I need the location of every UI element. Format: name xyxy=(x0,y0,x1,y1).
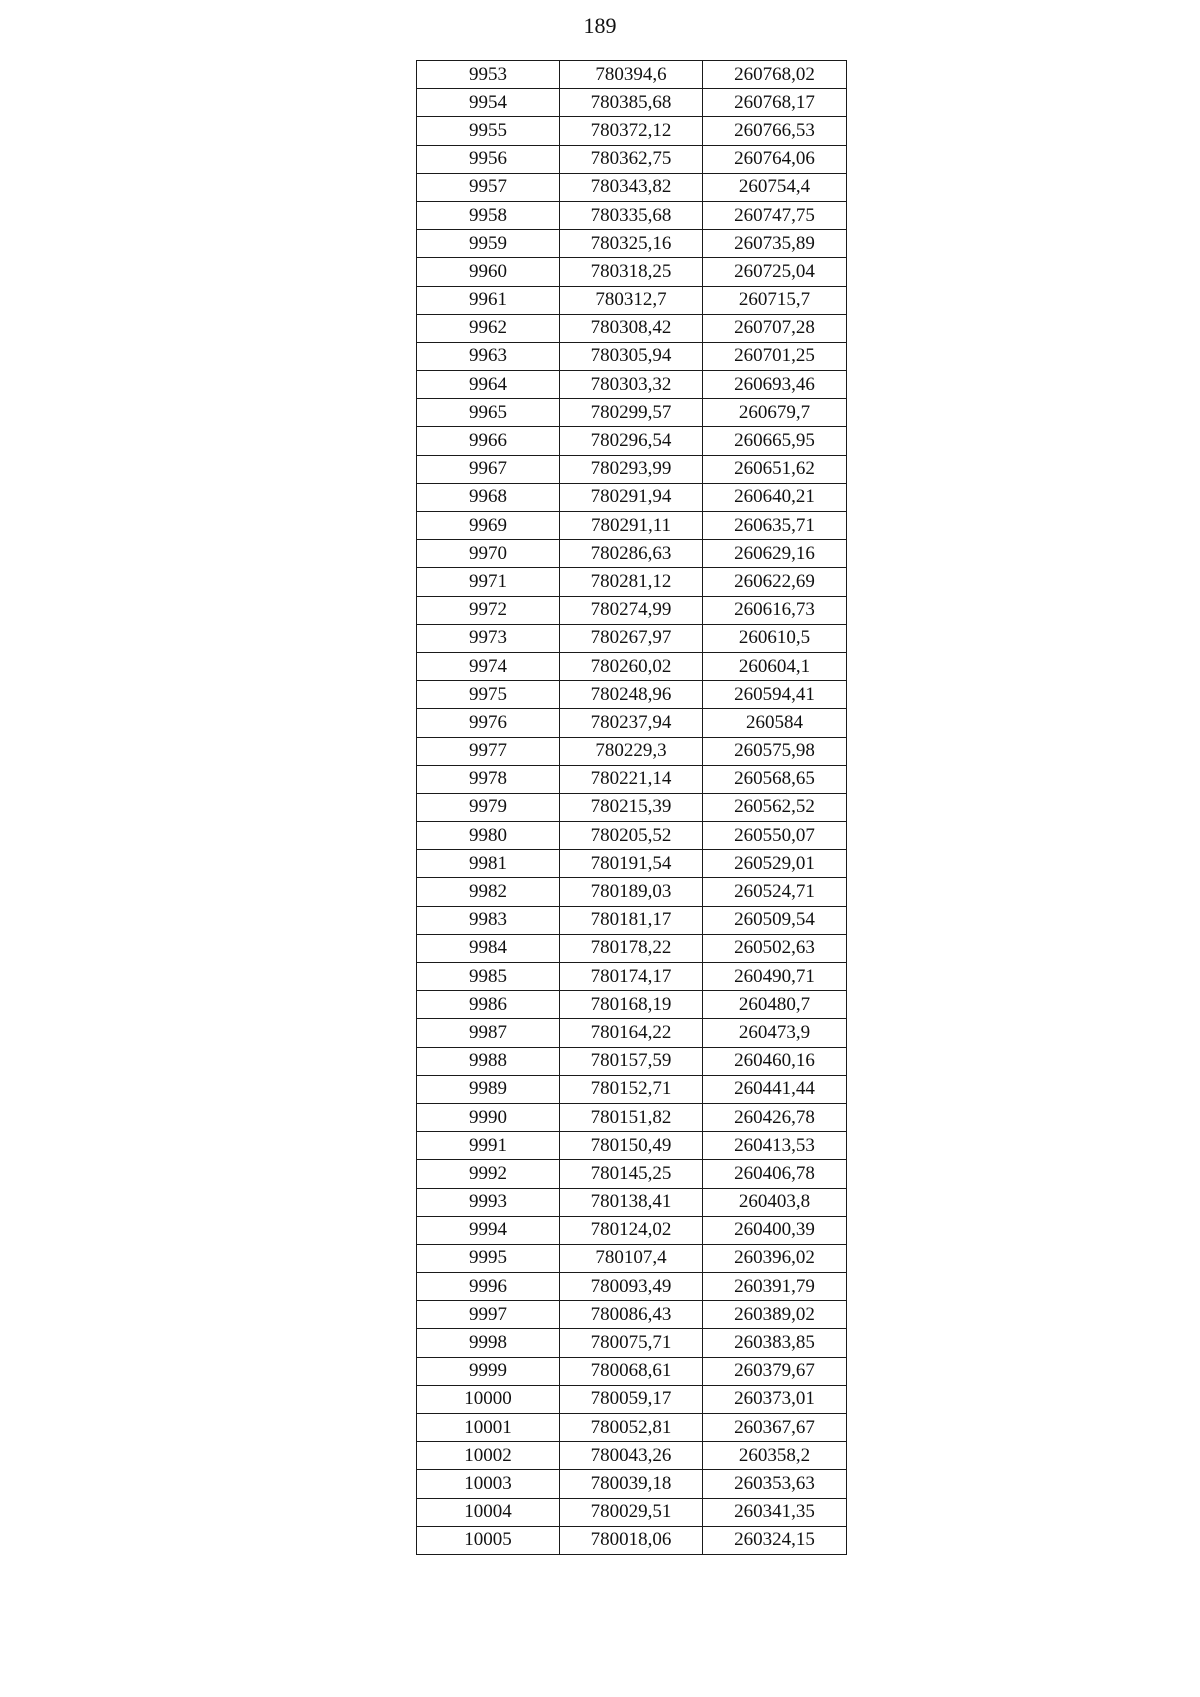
x-coordinate-cell: 780299,57 xyxy=(560,399,703,427)
table-row xyxy=(417,173,847,201)
y-coordinate-cell: 260373,01 xyxy=(703,1385,847,1413)
y-coordinate-cell: 260594,41 xyxy=(703,681,847,709)
y-coordinate-cell: 260707,28 xyxy=(703,314,847,342)
y-coordinate-cell: 260651,62 xyxy=(703,455,847,483)
y-coordinate-cell: 260629,16 xyxy=(703,540,847,568)
y-coordinate-cell: 260735,89 xyxy=(703,230,847,258)
x-coordinate-cell: 780293,99 xyxy=(560,455,703,483)
point-number-cell: 10005 xyxy=(417,1526,560,1554)
y-coordinate-cell: 260635,71 xyxy=(703,512,847,540)
x-coordinate-cell: 780107,4 xyxy=(560,1244,703,1272)
y-coordinate-cell: 260426,78 xyxy=(703,1103,847,1131)
x-coordinate-cell: 780181,17 xyxy=(560,906,703,934)
table-row xyxy=(417,1385,847,1413)
x-coordinate-cell: 780237,94 xyxy=(560,709,703,737)
y-coordinate-cell: 260341,35 xyxy=(703,1498,847,1526)
y-coordinate-cell: 260490,71 xyxy=(703,963,847,991)
y-coordinate-cell: 260353,63 xyxy=(703,1470,847,1498)
x-coordinate-cell: 780152,71 xyxy=(560,1075,703,1103)
point-number-cell: 9965 xyxy=(417,399,560,427)
table-row xyxy=(417,1019,847,1047)
x-coordinate-cell: 780260,02 xyxy=(560,652,703,680)
point-number-cell: 9993 xyxy=(417,1188,560,1216)
y-coordinate-cell: 260768,17 xyxy=(703,89,847,117)
table-row xyxy=(417,652,847,680)
y-coordinate-cell: 260358,2 xyxy=(703,1442,847,1470)
x-coordinate-cell: 780305,94 xyxy=(560,342,703,370)
x-coordinate-cell: 780248,96 xyxy=(560,681,703,709)
x-coordinate-cell: 780052,81 xyxy=(560,1414,703,1442)
x-coordinate-cell: 780267,97 xyxy=(560,624,703,652)
table-row xyxy=(417,1273,847,1301)
point-number-cell: 9978 xyxy=(417,765,560,793)
y-coordinate-cell: 260367,67 xyxy=(703,1414,847,1442)
y-coordinate-cell: 260640,21 xyxy=(703,483,847,511)
x-coordinate-cell: 780286,63 xyxy=(560,540,703,568)
table-row xyxy=(417,1498,847,1526)
x-coordinate-cell: 780325,16 xyxy=(560,230,703,258)
table-row xyxy=(417,765,847,793)
table-row xyxy=(417,850,847,878)
point-number-cell: 9999 xyxy=(417,1357,560,1385)
point-number-cell: 9981 xyxy=(417,850,560,878)
y-coordinate-cell: 260766,53 xyxy=(703,117,847,145)
point-number-cell: 9979 xyxy=(417,793,560,821)
table-row xyxy=(417,342,847,370)
point-number-cell: 9953 xyxy=(417,61,560,89)
x-coordinate-cell: 780059,17 xyxy=(560,1385,703,1413)
x-coordinate-cell: 780362,75 xyxy=(560,145,703,173)
table-row xyxy=(417,145,847,173)
x-coordinate-cell: 780018,06 xyxy=(560,1526,703,1554)
x-coordinate-cell: 780039,18 xyxy=(560,1470,703,1498)
y-coordinate-cell: 260400,39 xyxy=(703,1216,847,1244)
y-coordinate-cell: 260622,69 xyxy=(703,568,847,596)
x-coordinate-cell: 780086,43 xyxy=(560,1301,703,1329)
point-number-cell: 9983 xyxy=(417,906,560,934)
point-number-cell: 9957 xyxy=(417,173,560,201)
point-number-cell: 9996 xyxy=(417,1273,560,1301)
y-coordinate-cell: 260391,79 xyxy=(703,1273,847,1301)
point-number-cell: 9969 xyxy=(417,512,560,540)
point-number-cell: 9954 xyxy=(417,89,560,117)
x-coordinate-cell: 780296,54 xyxy=(560,427,703,455)
y-coordinate-cell: 260550,07 xyxy=(703,822,847,850)
y-coordinate-cell: 260604,1 xyxy=(703,652,847,680)
x-coordinate-cell: 780385,68 xyxy=(560,89,703,117)
table-row xyxy=(417,61,847,89)
table-row xyxy=(417,1414,847,1442)
point-number-cell: 9984 xyxy=(417,934,560,962)
table-row xyxy=(417,1047,847,1075)
x-coordinate-cell: 780308,42 xyxy=(560,314,703,342)
x-coordinate-cell: 780318,25 xyxy=(560,258,703,286)
point-number-cell: 10002 xyxy=(417,1442,560,1470)
table-row xyxy=(417,1160,847,1188)
table-row xyxy=(417,1470,847,1498)
x-coordinate-cell: 780205,52 xyxy=(560,822,703,850)
y-coordinate-cell: 260568,65 xyxy=(703,765,847,793)
table-row xyxy=(417,709,847,737)
x-coordinate-cell: 780229,3 xyxy=(560,737,703,765)
table-row xyxy=(417,963,847,991)
y-coordinate-cell: 260480,7 xyxy=(703,991,847,1019)
table-row xyxy=(417,512,847,540)
point-number-cell: 9960 xyxy=(417,258,560,286)
point-number-cell: 10001 xyxy=(417,1414,560,1442)
point-number-cell: 9963 xyxy=(417,342,560,370)
point-number-cell: 9987 xyxy=(417,1019,560,1047)
table-row xyxy=(417,624,847,652)
table-row xyxy=(417,483,847,511)
point-number-cell: 9992 xyxy=(417,1160,560,1188)
table-row xyxy=(417,258,847,286)
y-coordinate-cell: 260441,44 xyxy=(703,1075,847,1103)
table-row xyxy=(417,201,847,229)
table-row xyxy=(417,568,847,596)
x-coordinate-cell: 780164,22 xyxy=(560,1019,703,1047)
point-number-cell: 9967 xyxy=(417,455,560,483)
x-coordinate-cell: 780221,14 xyxy=(560,765,703,793)
x-coordinate-cell: 780303,32 xyxy=(560,371,703,399)
point-number-cell: 9982 xyxy=(417,878,560,906)
x-coordinate-cell: 780150,49 xyxy=(560,1132,703,1160)
point-number-cell: 9985 xyxy=(417,963,560,991)
point-number-cell: 9962 xyxy=(417,314,560,342)
table-row xyxy=(417,286,847,314)
y-coordinate-cell: 260715,7 xyxy=(703,286,847,314)
point-number-cell: 9964 xyxy=(417,371,560,399)
table-row xyxy=(417,1329,847,1357)
point-number-cell: 9956 xyxy=(417,145,560,173)
table-row xyxy=(417,230,847,258)
point-number-cell: 9973 xyxy=(417,624,560,652)
table-row xyxy=(417,934,847,962)
y-coordinate-cell: 260379,67 xyxy=(703,1357,847,1385)
y-coordinate-cell: 260524,71 xyxy=(703,878,847,906)
point-number-cell: 9976 xyxy=(417,709,560,737)
y-coordinate-cell: 260725,04 xyxy=(703,258,847,286)
point-number-cell: 9995 xyxy=(417,1244,560,1272)
table-row xyxy=(417,793,847,821)
point-number-cell: 9968 xyxy=(417,483,560,511)
x-coordinate-cell: 780189,03 xyxy=(560,878,703,906)
table-row xyxy=(417,1442,847,1470)
point-number-cell: 9990 xyxy=(417,1103,560,1131)
y-coordinate-cell: 260693,46 xyxy=(703,371,847,399)
x-coordinate-cell: 780151,82 xyxy=(560,1103,703,1131)
table-row xyxy=(417,878,847,906)
point-number-cell: 9959 xyxy=(417,230,560,258)
x-coordinate-cell: 780145,25 xyxy=(560,1160,703,1188)
point-number-cell: 9997 xyxy=(417,1301,560,1329)
table-row xyxy=(417,1075,847,1103)
y-coordinate-cell: 260584 xyxy=(703,709,847,737)
point-number-cell: 9988 xyxy=(417,1047,560,1075)
y-coordinate-cell: 260747,75 xyxy=(703,201,847,229)
table-row xyxy=(417,540,847,568)
x-coordinate-cell: 780281,12 xyxy=(560,568,703,596)
point-number-cell: 9974 xyxy=(417,652,560,680)
y-coordinate-cell: 260575,98 xyxy=(703,737,847,765)
point-number-cell: 9972 xyxy=(417,596,560,624)
point-number-cell: 10003 xyxy=(417,1470,560,1498)
x-coordinate-cell: 780312,7 xyxy=(560,286,703,314)
table-row xyxy=(417,822,847,850)
x-coordinate-cell: 780043,26 xyxy=(560,1442,703,1470)
y-coordinate-cell: 260324,15 xyxy=(703,1526,847,1554)
coordinates-table xyxy=(416,60,847,1555)
x-coordinate-cell: 780178,22 xyxy=(560,934,703,962)
x-coordinate-cell: 780215,39 xyxy=(560,793,703,821)
y-coordinate-cell: 260383,85 xyxy=(703,1329,847,1357)
x-coordinate-cell: 780372,12 xyxy=(560,117,703,145)
table-row xyxy=(417,455,847,483)
point-number-cell: 9958 xyxy=(417,201,560,229)
table-row xyxy=(417,399,847,427)
table-row xyxy=(417,1103,847,1131)
y-coordinate-cell: 260473,9 xyxy=(703,1019,847,1047)
point-number-cell: 9991 xyxy=(417,1132,560,1160)
table-row xyxy=(417,1244,847,1272)
y-coordinate-cell: 260403,8 xyxy=(703,1188,847,1216)
x-coordinate-cell: 780138,41 xyxy=(560,1188,703,1216)
table-row xyxy=(417,737,847,765)
point-number-cell: 9970 xyxy=(417,540,560,568)
point-number-cell: 9955 xyxy=(417,117,560,145)
x-coordinate-cell: 780343,82 xyxy=(560,173,703,201)
point-number-cell: 9980 xyxy=(417,822,560,850)
x-coordinate-cell: 780075,71 xyxy=(560,1329,703,1357)
x-coordinate-cell: 780068,61 xyxy=(560,1357,703,1385)
point-number-cell: 10000 xyxy=(417,1385,560,1413)
page-number: 189 xyxy=(583,13,617,38)
table-row xyxy=(417,314,847,342)
table-row xyxy=(417,1188,847,1216)
y-coordinate-cell: 260413,53 xyxy=(703,1132,847,1160)
x-coordinate-cell: 780394,6 xyxy=(560,61,703,89)
y-coordinate-cell: 260679,7 xyxy=(703,399,847,427)
y-coordinate-cell: 260509,54 xyxy=(703,906,847,934)
x-coordinate-cell: 780291,11 xyxy=(560,512,703,540)
table-row xyxy=(417,991,847,1019)
coordinates-table-body xyxy=(417,61,847,1555)
y-coordinate-cell: 260764,06 xyxy=(703,145,847,173)
y-coordinate-cell: 260768,02 xyxy=(703,61,847,89)
y-coordinate-cell: 260562,52 xyxy=(703,793,847,821)
y-coordinate-cell: 260502,63 xyxy=(703,934,847,962)
point-number-cell: 9994 xyxy=(417,1216,560,1244)
table-row xyxy=(417,89,847,117)
table-row xyxy=(417,1216,847,1244)
table-row xyxy=(417,681,847,709)
x-coordinate-cell: 780157,59 xyxy=(560,1047,703,1075)
x-coordinate-cell: 780191,54 xyxy=(560,850,703,878)
point-number-cell: 9977 xyxy=(417,737,560,765)
table-row xyxy=(417,1301,847,1329)
x-coordinate-cell: 780335,68 xyxy=(560,201,703,229)
y-coordinate-cell: 260610,5 xyxy=(703,624,847,652)
x-coordinate-cell: 780168,19 xyxy=(560,991,703,1019)
x-coordinate-cell: 780174,17 xyxy=(560,963,703,991)
x-coordinate-cell: 780274,99 xyxy=(560,596,703,624)
point-number-cell: 9989 xyxy=(417,1075,560,1103)
y-coordinate-cell: 260616,73 xyxy=(703,596,847,624)
table-row xyxy=(417,596,847,624)
y-coordinate-cell: 260460,16 xyxy=(703,1047,847,1075)
x-coordinate-cell: 780029,51 xyxy=(560,1498,703,1526)
table-row xyxy=(417,1132,847,1160)
table-row xyxy=(417,1526,847,1554)
y-coordinate-cell: 260754,4 xyxy=(703,173,847,201)
point-number-cell: 9966 xyxy=(417,427,560,455)
y-coordinate-cell: 260406,78 xyxy=(703,1160,847,1188)
point-number-cell: 9961 xyxy=(417,286,560,314)
point-number-cell: 9971 xyxy=(417,568,560,596)
y-coordinate-cell: 260701,25 xyxy=(703,342,847,370)
point-number-cell: 9975 xyxy=(417,681,560,709)
table-row xyxy=(417,371,847,399)
x-coordinate-cell: 780291,94 xyxy=(560,483,703,511)
table-row xyxy=(417,117,847,145)
y-coordinate-cell: 260396,02 xyxy=(703,1244,847,1272)
table-row xyxy=(417,906,847,934)
y-coordinate-cell: 260529,01 xyxy=(703,850,847,878)
point-number-cell: 9998 xyxy=(417,1329,560,1357)
x-coordinate-cell: 780124,02 xyxy=(560,1216,703,1244)
point-number-cell: 10004 xyxy=(417,1498,560,1526)
y-coordinate-cell: 260389,02 xyxy=(703,1301,847,1329)
y-coordinate-cell: 260665,95 xyxy=(703,427,847,455)
x-coordinate-cell: 780093,49 xyxy=(560,1273,703,1301)
table-row xyxy=(417,1357,847,1385)
point-number-cell: 9986 xyxy=(417,991,560,1019)
table-row xyxy=(417,427,847,455)
